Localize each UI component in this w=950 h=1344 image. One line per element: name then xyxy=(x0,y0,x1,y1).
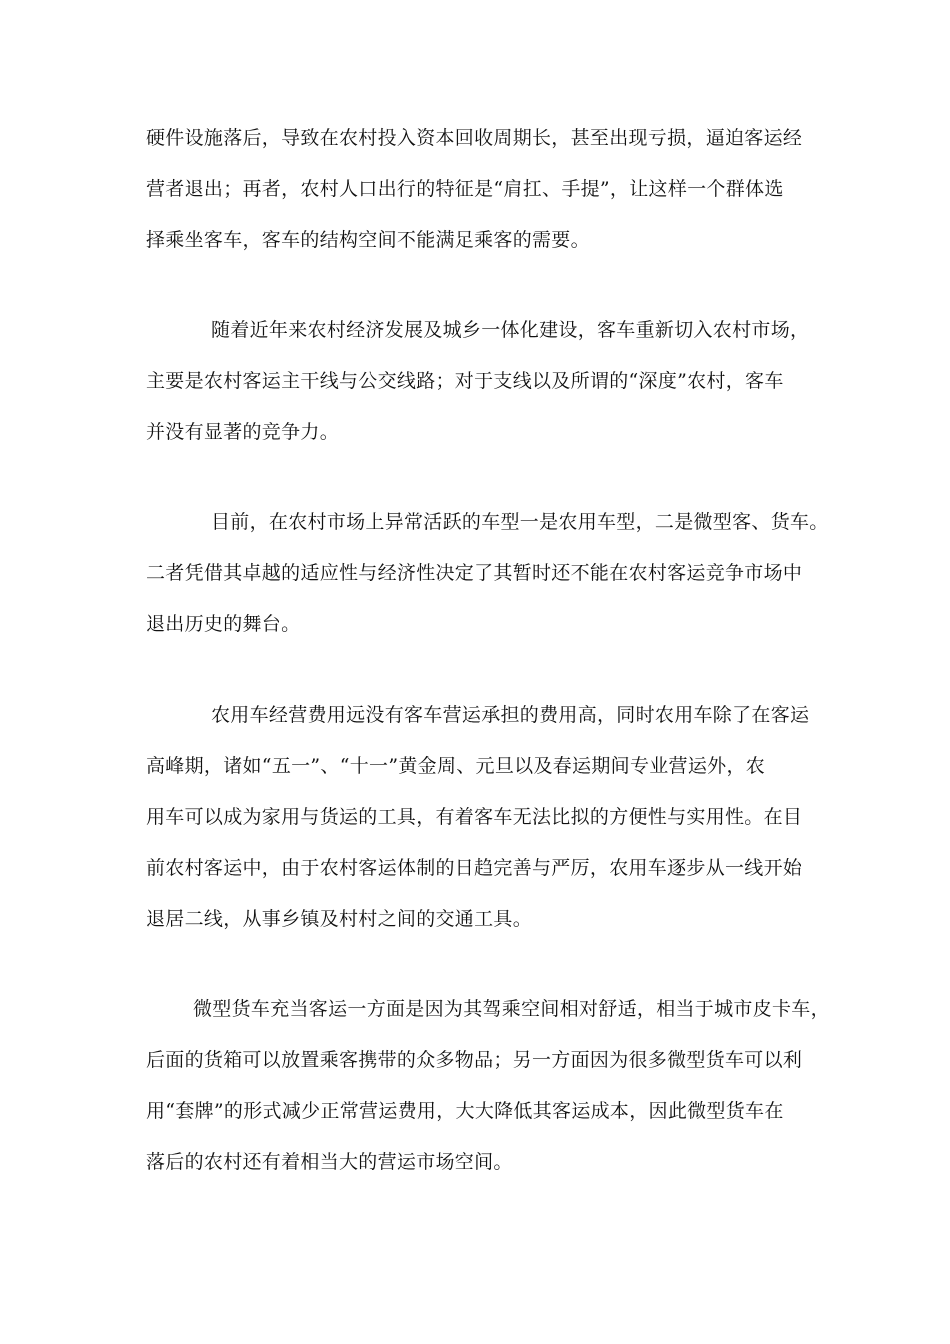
paragraph-line: 主要是农村客运主干线与公交线路；对于支线以及所谓的“深度”农村，客车 xyxy=(146,370,784,392)
paragraph-line: 前农村客运中，由于农村客运体制的日趋完善与严厉，农用车逐步从一线开始 xyxy=(146,857,803,879)
paragraph-line: 后面的货箱可以放置乘客携带的众多物品；另一方面因为很多微型货车可以利 xyxy=(146,1049,803,1071)
paragraph-line: 退居二线，从事乡镇及村村之间的交通工具。 xyxy=(146,908,533,930)
paragraph-line: 并没有显著的竞争力。 xyxy=(146,421,340,443)
paragraph-line: 目前，在农村市场上异常活跃的车型一是农用车型，二是微型客、货车。 xyxy=(211,511,829,533)
paragraph-line: 二者凭借其卓越的适应性与经济性决定了其暂时还不能在农村客运竞争市场中 xyxy=(146,562,803,584)
paragraph-line: 用车可以成为家用与货运的工具，有着客车无法比拟的方便性与实用性。在目 xyxy=(146,806,803,828)
paragraph-line: 落后的农村还有着相当大的营运市场空间。 xyxy=(146,1151,513,1173)
paragraph-line: 高峰期，诸如“五一”、“十一”黄金周、元旦以及春运期间专业营运外，农 xyxy=(146,755,766,777)
paragraph-line: 择乘坐客车，客车的结构空间不能满足乘客的需要。 xyxy=(146,229,590,251)
paragraph-line: 营者退出；再者，农村人口出行的特征是“肩扛、手提”，让这样一个群体选 xyxy=(146,178,784,200)
paragraph-line: 随着近年来农村经济发展及城乡一体化建设，客车重新切入农村市场， xyxy=(211,319,810,341)
paragraph-line: 硬件设施落后，导致在农村投入资本回收周期长，甚至出现亏损，逼迫客运经 xyxy=(146,127,803,149)
paragraph-line: 用“套牌”的形式减少正常营运费用，大大降低其客运成本，因此微型货车在 xyxy=(146,1100,784,1122)
paragraph-line: 微型货车充当客运一方面是因为其驾乘空间相对舒适，相当于城市皮卡车， xyxy=(193,998,830,1020)
paragraph-line: 退出历史的舞台。 xyxy=(146,613,301,635)
paragraph-line: 农用车经营费用远没有客车营运承担的费用高，同时农用车除了在客运 xyxy=(211,704,810,726)
